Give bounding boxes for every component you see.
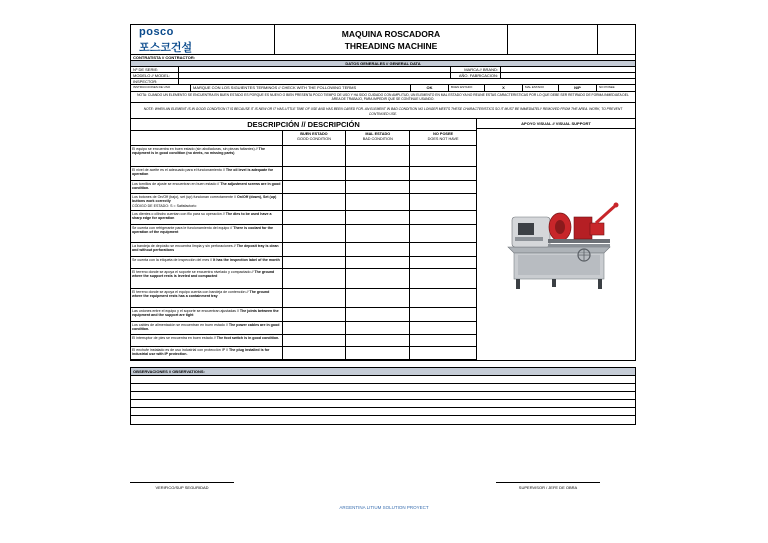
- bad-condition-cell[interactable]: [346, 269, 410, 288]
- company-logo: [131, 25, 275, 54]
- item-extra-note: CÓDIGO DE ESTADO: S = Satisfactorio: [132, 203, 197, 208]
- column-headers: [131, 131, 476, 146]
- title-line-1: MAQUINA ROSCADORA: [341, 29, 441, 39]
- title-line-2: THREADING MACHINE: [344, 41, 438, 51]
- checklist-item: [131, 347, 476, 360]
- checklist-item-description: [131, 243, 283, 256]
- item-text-es: La bandeja de depósito se encuentra limpia y sin perforaciones //: [132, 243, 236, 248]
- checklist-item-description: [131, 347, 283, 359]
- item-text-es: Se cuenta con refrigerante para le funcionamiento del equipo //: [132, 225, 233, 230]
- legend-np: N/P: [559, 85, 597, 91]
- bad-condition-header: [346, 131, 410, 145]
- does-not-have-cell[interactable]: [410, 225, 476, 242]
- observations-box: [130, 367, 636, 425]
- checklist-item: [131, 211, 476, 225]
- item-text-en: The foot switch is in good condition.: [216, 335, 280, 340]
- checklist-item-description: [131, 211, 283, 224]
- observation-line[interactable]: [131, 376, 635, 384]
- checklist-item-description: [131, 335, 283, 346]
- item-text-en: The deposit tray is clean and without perforations: [132, 243, 279, 253]
- item-text-es: El equipo se encuentra en buen estado (sin abolladuras, sin piezas faltantes) //: [132, 146, 258, 151]
- threading-machine-image: [492, 183, 634, 298]
- checklist-left: [131, 119, 477, 360]
- model-field[interactable]: [179, 73, 451, 78]
- checklist-items: [131, 146, 476, 360]
- checklist-item-description: [131, 167, 283, 180]
- item-text-en: It has the inspection label of the month: [213, 257, 280, 262]
- item-text-es: Se cuenta con la etiqueta de inspección del mes //: [132, 257, 213, 262]
- none-en: DOES NOT HAVE: [427, 136, 459, 141]
- item-text-es: Los dientes o cilindro cuentan con filo para su operación //: [132, 211, 225, 216]
- item-text-en: The equipment is in good condition (no dents, no missing parts): [132, 146, 266, 156]
- does-not-have-cell[interactable]: [410, 194, 476, 210]
- bad-condition-cell[interactable]: [346, 243, 410, 256]
- item-text-en: The dies to be used have a sharp edge for operation: [132, 211, 272, 221]
- good-condition-cell[interactable]: [283, 181, 347, 193]
- checklist-item: [131, 194, 476, 211]
- good-condition-cell[interactable]: [283, 194, 347, 210]
- bad-condition-cell[interactable]: [346, 347, 410, 359]
- does-not-have-cell[interactable]: [410, 167, 476, 180]
- checklist-item: [131, 181, 476, 194]
- note-english: NOTE: WHEN AN ELEMENT IS IN GOOD CONDITION IT IS BECAUSE IT IS NEW OR IT HAS LITTLE TIME OF USE AND HAS BEEN CARED FOR. AN ELEMENT IN BAD CONDITION NO LONGER MEETS THESE CHARACTERISTICS SO IT MUST BE IMMEDIATELY REMOVED FROM THE AREA. WORK, TO PREVENT CONTINUED USE.: [130, 103, 636, 118]
- does-not-have-cell[interactable]: [410, 181, 476, 193]
- item-text-es: Los cables de alimentación se encuentran en buen estado //: [132, 322, 228, 327]
- good-condition-header: [283, 131, 347, 145]
- checklist-item-description: [131, 181, 283, 193]
- good-condition-cell[interactable]: [283, 335, 347, 346]
- legend-x: X: [485, 85, 523, 91]
- general-data-title: DATOS GENERALES // GENERAL DATA: [345, 61, 421, 66]
- model-label: MODELO // MODEL:: [131, 73, 179, 78]
- does-not-have-cell[interactable]: [410, 322, 476, 334]
- checklist-item: [131, 257, 476, 269]
- bad-condition-cell[interactable]: [346, 194, 410, 210]
- observation-line[interactable]: [131, 392, 635, 400]
- item-text-en: The plug installed is for industrial use with IP protection.: [132, 347, 270, 357]
- instructions-text: MARQUE CON LOS SIGUIENTES TERMINOS // CHECK WITH THE FOLLOWING TERMS: [191, 85, 411, 91]
- header-blank-cell-2: [598, 25, 635, 54]
- good-en: GOOD CONDITION: [296, 136, 331, 141]
- does-not-have-cell[interactable]: [410, 243, 476, 256]
- bad-condition-cell[interactable]: [346, 225, 410, 242]
- bad-condition-cell[interactable]: [346, 167, 410, 180]
- item-text-en: The ground where the equipment rests has a containment tray: [132, 289, 270, 299]
- good-condition-cell[interactable]: [283, 322, 347, 334]
- item-text-en: The joints between the equipment and the support are tight: [132, 308, 279, 318]
- observation-line[interactable]: [131, 384, 635, 392]
- does-not-have-cell[interactable]: [410, 289, 476, 307]
- does-not-have-cell[interactable]: [410, 308, 476, 321]
- inspector-label: INSPECTOR:: [131, 79, 179, 84]
- checklist-item-description: [131, 257, 283, 268]
- section-title: DESCRIPCIÓN // DESCRIPCIÓN: [131, 119, 476, 131]
- bad-condition-cell[interactable]: [346, 146, 410, 166]
- item-text-es: El interruptor de pies se encuentra en buen estado //: [132, 335, 216, 340]
- legend-row: [130, 85, 636, 92]
- bad-condition-cell[interactable]: [346, 257, 410, 268]
- signature-safety-supervisor: VERIFICO/SUP SEGURIDAD: [130, 482, 234, 490]
- checklist-item-description: [131, 308, 283, 321]
- instructions-small: INSTRUCCIONES DE USO: [131, 85, 191, 91]
- item-text-es: El enchufe instalado es de uso industrial con protección IP //: [132, 347, 229, 352]
- does-not-have-cell[interactable]: [410, 335, 476, 346]
- observations-label: OBSERVACIONES // OBSERVATIONS:: [131, 368, 635, 376]
- does-not-have-header: [410, 131, 476, 145]
- item-text-es: Los tornillos de ajuste se encuentran en buen estado //: [132, 181, 220, 186]
- none-es: NO POSEE: [433, 131, 454, 136]
- form-header: [130, 24, 636, 55]
- does-not-have-cell[interactable]: [410, 257, 476, 268]
- checklist-item-description: [131, 225, 283, 242]
- signature-site-supervisor: SUPERVISOR / JEFE DE OBRA: [496, 482, 600, 490]
- item-text-es: Los botones de On/Off (bajo), set (up) funcionan correctamente //: [132, 194, 237, 199]
- footer-project: ARGENTINA LITIUM SOLUTION PROYECT: [339, 505, 429, 510]
- header-blank-cell: [508, 25, 598, 54]
- item-text-en: The ground where the support rests is leveled and compacted: [132, 269, 275, 279]
- bad-condition-cell[interactable]: [346, 211, 410, 224]
- checklist-item: [131, 146, 476, 167]
- visual-support-title: APOYO VISUAL // VISUAL SUPPORT: [477, 119, 635, 129]
- good-condition-cell[interactable]: [283, 289, 347, 307]
- bad-en: BAD CONDITION: [362, 136, 393, 141]
- logo-text-kr: 포스코건설: [139, 42, 193, 54]
- checklist-item: [131, 269, 476, 289]
- observation-line[interactable]: [131, 408, 635, 416]
- item-text-es: El nivel de aceite es el adecuado para el funcionamiento //: [132, 167, 225, 172]
- bad-es: MAL ESTADO: [365, 131, 391, 136]
- year-label: AÑO. FABRICACION:: [451, 73, 501, 78]
- good-condition-cell[interactable]: [283, 308, 347, 321]
- does-not-have-cell[interactable]: [410, 347, 476, 359]
- bad-condition-cell[interactable]: [346, 322, 410, 334]
- good-condition-cell[interactable]: [283, 347, 347, 359]
- checklist-item: [131, 335, 476, 347]
- checklist-item-description: [131, 322, 283, 334]
- legend-ok: OK: [411, 85, 449, 91]
- brand-field[interactable]: [501, 67, 635, 72]
- item-text-es: El terreno donde se apoya el soporte se encuentra nivelado y compactado //: [132, 269, 254, 274]
- legend-x-label: MAL ESTADO: [523, 85, 559, 91]
- brand-label: MARCA // BRAND:: [451, 67, 501, 72]
- checklist-item-description: [131, 194, 283, 210]
- checklist-item: [131, 322, 476, 335]
- item-text-es: El terreno donde se apoya el equipo cuenta con bandeja de contención //: [132, 289, 249, 294]
- bad-condition-cell[interactable]: [346, 335, 410, 346]
- observation-line[interactable]: [131, 400, 635, 408]
- good-condition-cell[interactable]: [283, 269, 347, 288]
- item-text-en: On/Off (down), Set (up) buttons work correctly: [132, 194, 277, 204]
- serial-label: Nº DE SERIE:: [131, 67, 179, 72]
- good-condition-cell[interactable]: [283, 167, 347, 180]
- year-field[interactable]: [501, 73, 635, 78]
- checklist-item: [131, 225, 476, 243]
- good-condition-cell[interactable]: [283, 225, 347, 242]
- does-not-have-cell[interactable]: [410, 269, 476, 288]
- form-title: [275, 25, 508, 54]
- checklist-item-description: [131, 269, 283, 288]
- checklist-item-description: [131, 146, 283, 166]
- bad-condition-cell[interactable]: [346, 289, 410, 307]
- contractor-label: CONTRATISTA // CONTRACTOR:: [133, 55, 196, 60]
- good-condition-cell[interactable]: [283, 257, 347, 268]
- does-not-have-cell[interactable]: [410, 146, 476, 166]
- inspector-field[interactable]: [179, 79, 635, 84]
- checklist-item: [131, 243, 476, 257]
- bad-condition-cell[interactable]: [346, 181, 410, 193]
- item-text-en: The adjustment screws are in good condition.: [132, 181, 281, 191]
- note-spanish: NOTA: CUANDO UN ELEMENTO SE ENCUENTRA EN BUEN ESTADO ES PORQUE ES NUEVO O BIEN PRESENTA POCO TIEMPO DE USO Y HA SIDO CUIDADO CON AMPLITUD, UN ELEMENTO EN MAL ESTADO YA NO REUNE ESTAS CARACTERISTICAS POR LO QUE DEBE SER RETIRADO DE FORMA INMEDIATA DEL ÁREA DE TRABAJO, PARA IMPEDIR QUE SE CONTINUE USANDO.: [130, 92, 636, 103]
- good-condition-cell[interactable]: [283, 146, 347, 166]
- serial-field[interactable]: [179, 67, 451, 72]
- does-not-have-cell[interactable]: [410, 211, 476, 224]
- item-text-en: There is coolant for the operation of the equipment: [132, 225, 274, 235]
- checklist-item: [131, 308, 476, 322]
- item-text-en: The power cables are in good condition.: [132, 322, 280, 332]
- item-text-es: Las uniones entre el equipo y el soporte se encuentran ajustadas //: [132, 308, 239, 313]
- legend-ok-label: BUEN ESTADO: [449, 85, 485, 91]
- good-condition-cell[interactable]: [283, 243, 347, 256]
- checklist-item: [131, 167, 476, 181]
- item-text-en: The oil level is adequate for operation: [132, 167, 274, 177]
- checklist-item-description: [131, 289, 283, 307]
- bad-condition-cell[interactable]: [346, 308, 410, 321]
- legend-np-label: NO POSEE: [599, 85, 615, 89]
- good-condition-cell[interactable]: [283, 211, 347, 224]
- good-es: BUEN ESTADO: [300, 131, 328, 136]
- observation-line[interactable]: [131, 416, 635, 424]
- checklist-item: [131, 289, 476, 308]
- logo-text-en: posco: [139, 26, 174, 38]
- description-column-header: [131, 131, 283, 145]
